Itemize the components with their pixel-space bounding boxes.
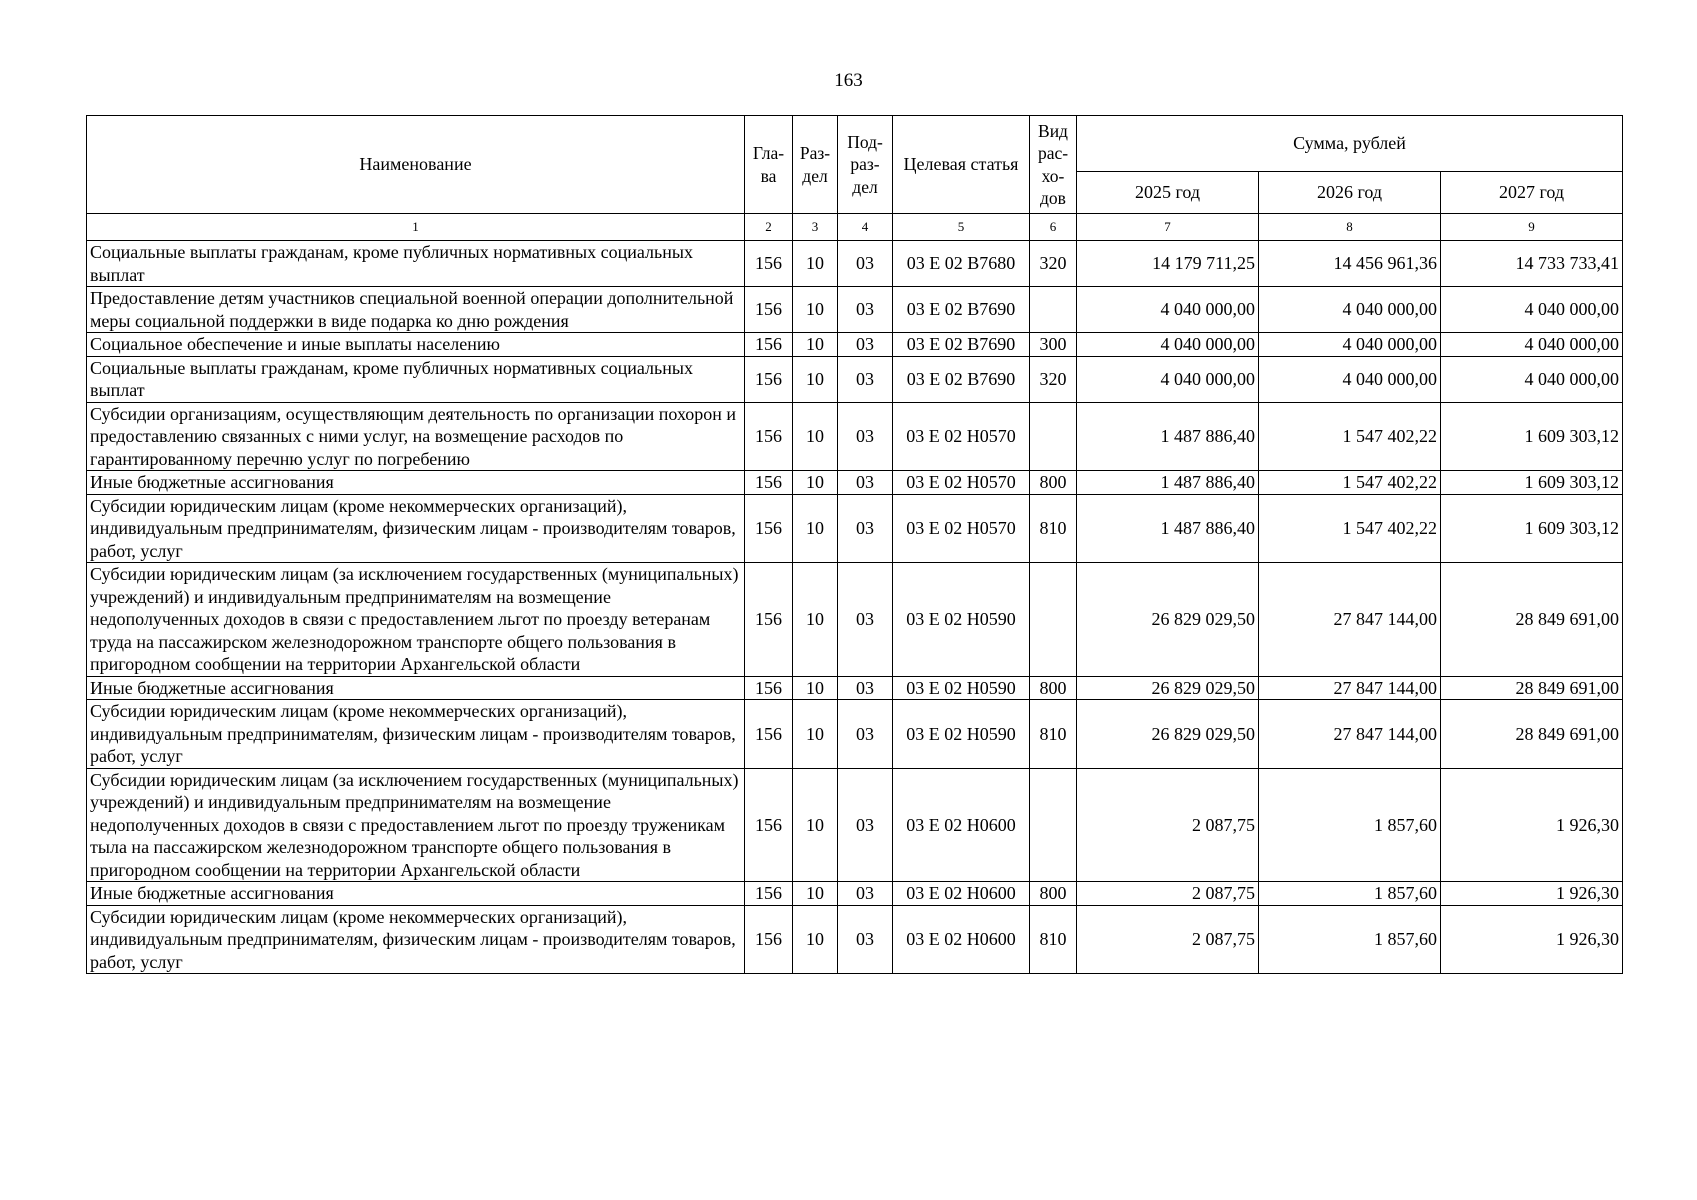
row-subsection: 03 (838, 676, 893, 700)
row-chapter: 156 (745, 333, 793, 357)
header-year-2027: 2027 год (1441, 172, 1623, 214)
row-name: Иные бюджетные ассигнования (87, 471, 745, 495)
row-amount-2025: 2 087,75 (1077, 768, 1259, 882)
row-subsection: 03 (838, 471, 893, 495)
header-target (893, 116, 1030, 214)
row-chapter: 156 (745, 700, 793, 769)
row-amount-2026: 4 040 000,00 (1259, 356, 1441, 402)
row-target-article: 03 Е 02 В7690 (893, 287, 1030, 333)
row-name: Социальные выплаты гражданам, кроме публичных нормативных социальных выплат (87, 241, 745, 287)
row-section: 10 (793, 241, 838, 287)
header-subsection (838, 116, 893, 214)
table-row (87, 333, 1623, 357)
row-amount-2026: 27 847 144,00 (1259, 676, 1441, 700)
row-name: Предоставление детям участников специальной военной операции дополнительной меры социальной поддержки в виде подарка ко дню рождения (87, 287, 745, 333)
row-target-article: 03 Е 02 Н0570 (893, 494, 1030, 563)
row-amount-2027: 28 849 691,00 (1441, 700, 1623, 769)
row-target-article: 03 Е 02 Н0590 (893, 563, 1030, 677)
row-amount-2025: 4 040 000,00 (1077, 333, 1259, 357)
row-target-article: 03 Е 02 Н0590 (893, 700, 1030, 769)
row-subsection: 03 (838, 494, 893, 563)
row-section: 10 (793, 494, 838, 563)
column-numbers-row (87, 214, 1623, 241)
row-target-article: 03 Е 02 Н0590 (893, 676, 1030, 700)
row-subsection: 03 (838, 768, 893, 882)
row-name: Субсидии юридическим лицам (кроме некоммерческих организаций), индивидуальным предпринимателям, физическим лицам - производителям товаров, работ, услуг (87, 494, 745, 563)
row-target-article: 03 Е 02 Н0600 (893, 882, 1030, 906)
row-chapter: 156 (745, 882, 793, 906)
header-year-2025: 2025 год (1077, 172, 1259, 214)
row-expense-type: 810 (1030, 905, 1077, 974)
col-number: 2 (745, 214, 793, 241)
page-number: 163 (834, 70, 863, 91)
col-number: 8 (1259, 214, 1441, 241)
row-section: 10 (793, 905, 838, 974)
budget-table (86, 115, 1623, 974)
row-chapter: 156 (745, 287, 793, 333)
row-expense-type: 300 (1030, 333, 1077, 357)
row-section: 10 (793, 768, 838, 882)
row-chapter: 156 (745, 768, 793, 882)
row-expense-type (1030, 287, 1077, 333)
row-amount-2027: 28 849 691,00 (1441, 563, 1623, 677)
row-target-article: 03 Е 02 Н0570 (893, 471, 1030, 495)
row-chapter: 156 (745, 356, 793, 402)
header-sum: Сумма, рублей (1077, 116, 1623, 172)
row-amount-2027: 1 609 303,12 (1441, 471, 1623, 495)
table-row (87, 882, 1623, 906)
row-subsection: 03 (838, 402, 893, 471)
row-expense-type: 320 (1030, 356, 1077, 402)
row-amount-2027: 14 733 733,41 (1441, 241, 1623, 287)
table-row (87, 700, 1623, 769)
table-row (87, 241, 1623, 287)
table-row (87, 471, 1623, 495)
header-target-label: Целевая статья (903, 154, 1019, 175)
row-target-article: 03 Е 02 Н0600 (893, 905, 1030, 974)
row-section: 10 (793, 402, 838, 471)
row-chapter: 156 (745, 494, 793, 563)
row-amount-2025: 1 487 886,40 (1077, 402, 1259, 471)
row-name: Иные бюджетные ассигнования (87, 882, 745, 906)
row-section: 10 (793, 563, 838, 677)
row-subsection: 03 (838, 287, 893, 333)
row-amount-2026: 14 456 961,36 (1259, 241, 1441, 287)
row-amount-2025: 2 087,75 (1077, 882, 1259, 906)
row-amount-2026: 1 547 402,22 (1259, 494, 1441, 563)
row-subsection: 03 (838, 241, 893, 287)
row-amount-2025: 26 829 029,50 (1077, 563, 1259, 677)
col-number: 5 (893, 214, 1030, 241)
row-subsection: 03 (838, 563, 893, 677)
row-amount-2026: 1 857,60 (1259, 882, 1441, 906)
header-section (793, 116, 838, 214)
row-amount-2027: 1 609 303,12 (1441, 494, 1623, 563)
row-amount-2025: 26 829 029,50 (1077, 700, 1259, 769)
row-name: Субсидии юридическим лицам (за исключением государственных (муниципальных) учреждений) и индивидуальным предпринимателям на возмещение недополученных доходов в связи с предоставлением льгот по проезду ветеранам труда на пассажирском железнодорожном транспорте общего пользования в пригородном сообщении на территории Архангельской области (87, 563, 745, 677)
row-expense-type: 810 (1030, 494, 1077, 563)
row-amount-2025: 1 487 886,40 (1077, 471, 1259, 495)
table-row (87, 356, 1623, 402)
row-amount-2027: 1 926,30 (1441, 905, 1623, 974)
col-number: 3 (793, 214, 838, 241)
table-row (87, 905, 1623, 974)
table-row (87, 402, 1623, 471)
row-section: 10 (793, 471, 838, 495)
row-name: Субсидии юридическим лицам (кроме некоммерческих организаций), индивидуальным предпринимателям, физическим лицам - производителям товаров, работ, услуг (87, 905, 745, 974)
row-name: Субсидии организациям, осуществляющим деятельность по организации похорон и предоставлению связанных с ними услуг, на возмещение расходов по гарантированному перечню услуг по погребению (87, 402, 745, 471)
row-section: 10 (793, 676, 838, 700)
row-amount-2026: 4 040 000,00 (1259, 333, 1441, 357)
row-amount-2025: 14 179 711,25 (1077, 241, 1259, 287)
row-chapter: 156 (745, 676, 793, 700)
row-chapter: 156 (745, 905, 793, 974)
row-target-article: 03 Е 02 В7690 (893, 333, 1030, 357)
col-number: 1 (87, 214, 745, 241)
header-name: Наименование (87, 116, 745, 214)
table-row (87, 768, 1623, 882)
row-amount-2026: 1 857,60 (1259, 768, 1441, 882)
header-expense-type (1030, 116, 1077, 214)
row-amount-2027: 1 609 303,12 (1441, 402, 1623, 471)
row-expense-type: 800 (1030, 882, 1077, 906)
row-name: Социальное обеспечение и иные выплаты населению (87, 333, 745, 357)
row-expense-type (1030, 768, 1077, 882)
header-expense-label: Вид рас-хо-дов (1037, 120, 1069, 208)
row-amount-2026: 27 847 144,00 (1259, 563, 1441, 677)
row-amount-2025: 2 087,75 (1077, 905, 1259, 974)
row-amount-2025: 4 040 000,00 (1077, 356, 1259, 402)
header-chapter-label: Гла-ва (752, 143, 785, 186)
row-amount-2026: 27 847 144,00 (1259, 700, 1441, 769)
row-name: Социальные выплаты гражданам, кроме публичных нормативных социальных выплат (87, 356, 745, 402)
row-subsection: 03 (838, 905, 893, 974)
row-amount-2026: 1 547 402,22 (1259, 471, 1441, 495)
header-subsection-label: Под-раз-дел (847, 131, 883, 197)
row-amount-2027: 1 926,30 (1441, 882, 1623, 906)
row-subsection: 03 (838, 700, 893, 769)
row-amount-2027: 28 849 691,00 (1441, 676, 1623, 700)
row-section: 10 (793, 287, 838, 333)
col-number: 7 (1077, 214, 1259, 241)
row-amount-2027: 4 040 000,00 (1441, 333, 1623, 357)
row-expense-type (1030, 563, 1077, 677)
row-amount-2025: 4 040 000,00 (1077, 287, 1259, 333)
table-row (87, 287, 1623, 333)
header-section-label: Раз-дел (799, 143, 831, 186)
row-expense-type: 320 (1030, 241, 1077, 287)
row-amount-2027: 4 040 000,00 (1441, 287, 1623, 333)
row-amount-2025: 26 829 029,50 (1077, 676, 1259, 700)
row-expense-type: 810 (1030, 700, 1077, 769)
table-row (87, 563, 1623, 677)
row-section: 10 (793, 356, 838, 402)
row-amount-2026: 4 040 000,00 (1259, 287, 1441, 333)
row-amount-2027: 4 040 000,00 (1441, 356, 1623, 402)
row-section: 10 (793, 700, 838, 769)
header-year-2026: 2026 год (1259, 172, 1441, 214)
row-expense-type: 800 (1030, 471, 1077, 495)
row-target-article: 03 Е 02 В7690 (893, 356, 1030, 402)
table-body (87, 214, 1623, 974)
table-row (87, 676, 1623, 700)
row-amount-2026: 1 857,60 (1259, 905, 1441, 974)
row-expense-type (1030, 402, 1077, 471)
row-chapter: 156 (745, 563, 793, 677)
row-subsection: 03 (838, 356, 893, 402)
row-amount-2026: 1 547 402,22 (1259, 402, 1441, 471)
row-section: 10 (793, 882, 838, 906)
row-chapter: 156 (745, 471, 793, 495)
header-chapter (745, 116, 793, 214)
row-subsection: 03 (838, 333, 893, 357)
row-amount-2027: 1 926,30 (1441, 768, 1623, 882)
row-amount-2025: 1 487 886,40 (1077, 494, 1259, 563)
row-target-article: 03 Е 02 В7680 (893, 241, 1030, 287)
row-subsection: 03 (838, 882, 893, 906)
row-section: 10 (793, 333, 838, 357)
col-number: 9 (1441, 214, 1623, 241)
table-row (87, 494, 1623, 563)
row-name: Иные бюджетные ассигнования (87, 676, 745, 700)
col-number: 4 (838, 214, 893, 241)
row-name: Субсидии юридическим лицам (кроме некоммерческих организаций), индивидуальным предпринимателям, физическим лицам - производителям товаров, работ, услуг (87, 700, 745, 769)
col-number: 6 (1030, 214, 1077, 241)
row-name: Субсидии юридическим лицам (за исключением государственных (муниципальных) учреждений) и индивидуальным предпринимателям на возмещение недополученных доходов в связи с предоставлением льгот по проезду труженикам тыла на пассажирском железнодорожном транспорте общего пользования в пригородном сообщении на территории Архангельской области (87, 768, 745, 882)
row-expense-type: 800 (1030, 676, 1077, 700)
row-target-article: 03 Е 02 Н0570 (893, 402, 1030, 471)
row-chapter: 156 (745, 241, 793, 287)
row-target-article: 03 Е 02 Н0600 (893, 768, 1030, 882)
row-chapter: 156 (745, 402, 793, 471)
